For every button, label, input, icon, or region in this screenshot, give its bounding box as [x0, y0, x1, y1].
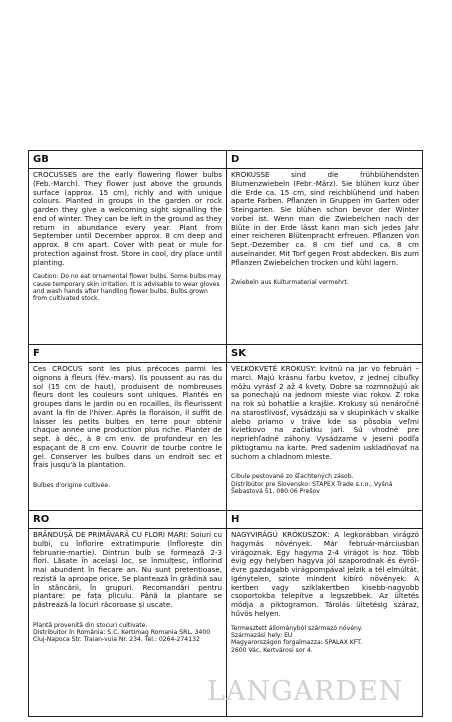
- section-h: [227, 511, 423, 717]
- section-ro: [29, 511, 226, 717]
- watermark-text: LANGARDEN: [207, 676, 404, 707]
- section-gb-divider: [29, 168, 226, 169]
- section-sk-note: Cibule pestované zo šľachtených zásob. Distribútor pre Slovensko: STAPEX Trade s.r.o., Vyšná Šebastová 51, 080 06 Prešov: [231, 473, 393, 495]
- language-code-h: H: [231, 514, 240, 525]
- section-sk-divider: [227, 362, 423, 363]
- language-code-ro: RO: [33, 514, 50, 525]
- section-d-divider: [227, 168, 423, 169]
- section-f-divider: [29, 362, 226, 363]
- section-d-text: KROKUSSE sind die frühblühendsten Blumenzwiebeln (Febr.-März). Sie blühen kurz über die Erde ca. 15 cm, sind reichblühend und haben aparte Farben. Pflanzen in Gruppen im Garten oder Steingarten. Sie blühen schon bevor der Winter vorbei ist. Wenn man die Zwiebelchen nach der Blüte in der Erde lässt kann man sich jedes Jahr einer reicheren Blütenpracht erfreuen. Pflanzen von Sept.-Dezember ca. 8 cm tief und ca. 8 cm auseinander. Mit Torf gegen Frost abdecken. Bis zum Pflanzen Zwiebelchen trocken und kühl lagern.: [231, 170, 422, 267]
- section-d-note: Zwiebeln aus Kulturmaterial vermehrt.: [231, 279, 349, 287]
- section-h-divider: [227, 528, 423, 529]
- section-sk-text: VEĽKOKVETÉ KROKUSY: kvitnú na jar vo februári – marci. Majú krásnu farbu kvetov, z jednej cibuľky môžu vyrásť 2 až 4 kvety. Dobre sa rozmnožujú ak sa ponechajú na jednom mieste viac rokov. Z roka na rok sú bohatšie a krajšie. Krokusy sú nenáročné na starostlivosť, vysádzajú sa v skupinkách v skalke alebo priamo v tráve kde sa pôsobia veľmi kvietkovo na začiatku jari. Sú vhodné pre nepriehľadné záhony. Vysádzame v jeseni podľa piktogramu na karte. Pred sadením uskladňovať na suchom a chladnom mieste.: [231, 364, 422, 461]
- section-d: [227, 151, 423, 344]
- section-ro-text: BRÂNDUȘĂ DE PRIMĂVARĂ CU FLORI MARI: Soiuri cu bulbi, cu înflorire extratimpurie (înflorește din februarie-martie). Dintrun bulb se formează 2-3 flori. Lăsate în același loc, se înmulțesc, înflorind mai abundent în fiecare an. Nu sunt pretențioase, rezistă la aproape orice. Se plantează în grădină sau în stâncării, în grupuri. Recomandări pentru plantare: pe fața pliculu. Până la plantare se păstrează la locuri răcoroase și uscate.: [33, 530, 225, 609]
- section-gb-text: CROCUSSES are the early flowering flower bulbs (Feb.-March). They flower just above the grounds surface (approx. 15 cm), richly and with unique colours. Planted in groups in the garden or rock garden they give a welcoming sight signalling the end of winter. They can be left in the ground as they return in abundance every year. Plant from September until December approx. 8 cm deep and approx. 8 cm apart. Cover with peat or mule for protection against frost. Store in cool, dry place until planting.: [33, 170, 225, 267]
- section-f-text: Ces CROCUS sont les plus précoces parmi les oignons à fleurs (fév.-mars). Ils poussent au ras du sol (15 cm de haut), produisent de nombreuses fleurs dont les couleurs sont uniques. Plantés en groupes dans le jardin ou en rocailles, ils fleurissent avant la fin de l'hiver. Après la floraison, il suffit de laisser les petits bulbes en terre pour obtenir chaque année une production plus riche. Planter de sept. à déc., à 8 cm env. de profondeur en les espaçant de 8 cm env. Couvrir de tourbe contre le gel. Conserver les bulbes dans un endroit sec et frais jusqu'à la plantation.: [33, 364, 225, 470]
- section-h-note: Termesztett állományból származó növény. Származási hely: EU Magyarországon forgalmazza: SPALAX KFT. 2600 Vác, Kertvárosi sor 4.: [231, 624, 363, 654]
- section-ro-note: Plantă provenită din stocuri cultivate. Distribuitor în România: S.C. Kertimag Romania SRL, 3400 Cluj-Napoca Str. Traian-vuia Nr. 234. Tel.: 0264-274132: [33, 621, 211, 644]
- language-code-gb: GB: [33, 154, 49, 165]
- section-f-note: Bulbes d'origine cultivée.: [33, 482, 111, 489]
- section-h-text: NAGYVIRÁGÚ KRÓKUSZOK: A legkorábban virágzó hagymás növények. Már február-márciusban virágoznak. Egy hagyma 2-4 virágot is hoz. Több évig egy helyben hagyva jól szaporodnak és évről-évre gazdagabb virágpompával jelzik a tél elmúltát. Igénytelen, szinte mindent kibíró növények. A kertben vagy sziklakertben kisebb-nagyobb csoportokba telepítve a legszebbek. Az ültetés módja a piktogramon. Tárolás ültetésig száraz, hűvös helyen.: [231, 530, 422, 618]
- section-gb-caution: Caution: Do no eat ornamental flower bulbs. Some bulbs may cause temporary skin irritation. It is advisable to wear gloves and wash hands after handling flower bulbs. Bulbs grown from cultivated stock.: [33, 273, 224, 303]
- bulb-instruction-sheet: [28, 150, 423, 717]
- section-gb: [29, 151, 226, 344]
- language-code-sk: SK: [231, 348, 246, 359]
- language-code-f: F: [33, 348, 40, 359]
- section-sk: [227, 345, 423, 510]
- language-code-d: D: [231, 154, 240, 165]
- section-ro-divider: [29, 528, 226, 529]
- section-f: [29, 345, 226, 510]
